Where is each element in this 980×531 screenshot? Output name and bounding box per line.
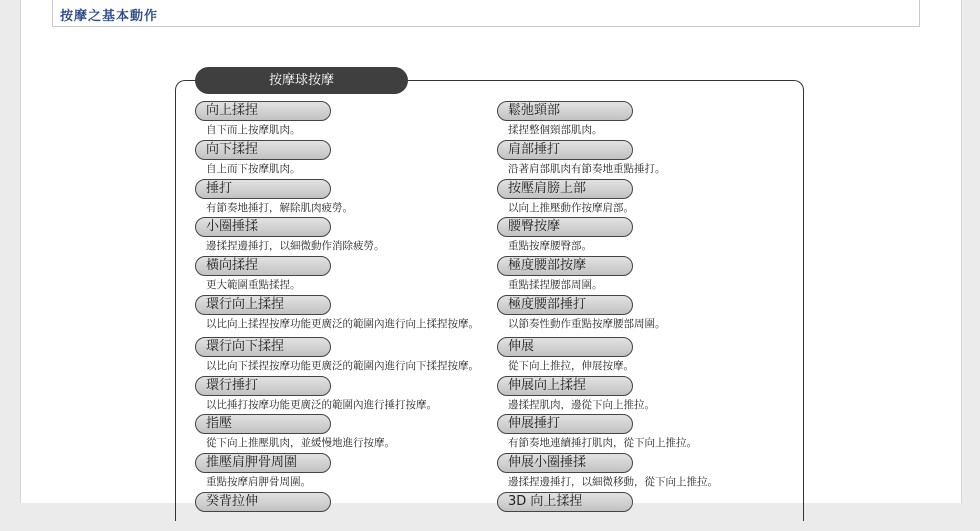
list-item xyxy=(195,256,331,295)
item-desc: 以向上推壓動作按摩肩部。 xyxy=(508,201,634,214)
list-item xyxy=(497,414,697,453)
list-item xyxy=(497,101,633,140)
list-item xyxy=(497,337,633,376)
list-item xyxy=(497,453,718,492)
item-label: 環行向下揉捏 xyxy=(195,337,331,357)
item-desc: 從下向上推拉，伸展按摩。 xyxy=(508,359,634,372)
item-label: 伸展向上揉捏 xyxy=(497,376,633,396)
list-item xyxy=(195,337,479,376)
item-label: 推壓肩胛骨周圍 xyxy=(195,453,331,473)
list-item xyxy=(195,414,395,453)
item-desc: 重點按摩腰臀部。 xyxy=(508,240,592,253)
list-item xyxy=(195,101,331,140)
panel-title: 按摩球按摩 xyxy=(195,67,408,94)
item-label: 環行捶打 xyxy=(195,376,331,396)
item-label: 橫向揉捏 xyxy=(195,256,331,276)
item-label: 極度腰部按摩 xyxy=(497,256,633,276)
item-label: 癸背拉伸 xyxy=(195,492,331,512)
item-label: 捶打 xyxy=(195,179,331,199)
item-desc: 揉捏整個頸部肌肉。 xyxy=(508,124,603,136)
item-label: 伸展捶打 xyxy=(497,414,633,434)
item-label: 指壓 xyxy=(195,414,331,434)
item-desc: 邊揉捏肌肉，邊從下向上推拉。 xyxy=(508,398,655,411)
left-column xyxy=(195,101,479,531)
list-item xyxy=(195,140,331,179)
item-label: 向上揉捏 xyxy=(195,101,331,121)
item-desc: 自下而上按摩肌肉。 xyxy=(206,124,301,136)
list-item xyxy=(195,453,331,492)
item-label: 伸展小圈捶揉 xyxy=(497,453,633,473)
item-desc: 以節奏性動作重點按摩腰部周圍。 xyxy=(508,317,666,330)
item-desc: 以比向上揉捏按摩功能更廣泛的範圍內進行向上揉捏按摩。 xyxy=(206,317,479,330)
item-label: 腰臀按摩 xyxy=(497,217,633,237)
item-desc: 有節奏地捶打，解除肌肉疲勞。 xyxy=(206,201,353,214)
item-label: 伸展 xyxy=(497,337,633,357)
item-desc: 以比向下揉捏按摩功能更廣泛的範圍內進行向下揉捏按摩。 xyxy=(206,359,479,372)
list-item xyxy=(497,179,633,218)
list-item xyxy=(195,179,353,218)
section-title: 按摩之基本動作 xyxy=(60,9,159,24)
item-label: 肩部捶打 xyxy=(497,140,633,160)
item-desc: 沿著肩部肌肉有節奏地重點捶打。 xyxy=(508,162,666,175)
item-label: 鬆弛頸部 xyxy=(497,101,633,121)
list-item xyxy=(195,492,331,531)
list-item xyxy=(497,376,655,415)
item-desc: 邊揉捏邊捶打，以細微移動，從下向上推拉。 xyxy=(508,476,718,489)
list-item xyxy=(195,295,479,334)
item-label: 環行向上揉捏 xyxy=(195,295,331,315)
list-item xyxy=(497,217,633,256)
item-label: 按壓肩膀上部 xyxy=(497,179,633,199)
item-label: 極度腰部捶打 xyxy=(497,295,633,315)
list-item xyxy=(497,295,666,334)
list-item xyxy=(497,492,633,531)
item-desc: 重點按摩肩胛骨周圍。 xyxy=(206,476,311,489)
item-desc: 從下向上推壓肌肉，並緩慢地進行按摩。 xyxy=(206,437,395,450)
item-desc: 重點揉捏腰部周圍。 xyxy=(508,279,603,292)
item-desc: 更大範圍重點揉捏。 xyxy=(206,279,301,292)
item-desc: 以比捶打按摩功能更廣泛的範圍內進行捶打按摩。 xyxy=(206,398,437,411)
item-label: 向下揉捏 xyxy=(195,140,331,160)
item-label: 3D 向上揉捏 xyxy=(497,492,633,512)
list-item xyxy=(497,256,633,295)
item-desc: 邊揉捏邊捶打，以細微動作消除疲勞。 xyxy=(206,240,385,253)
list-item xyxy=(195,217,385,256)
list-item xyxy=(195,376,437,415)
item-label: 小圈捶揉 xyxy=(195,217,331,237)
item-desc: 有節奏地連續捶打肌肉，從下向上推拉。 xyxy=(508,437,697,450)
section-header xyxy=(52,0,920,27)
right-column xyxy=(497,101,718,531)
item-desc: 自上而下按摩肌肉。 xyxy=(206,162,301,175)
list-item xyxy=(497,140,666,179)
